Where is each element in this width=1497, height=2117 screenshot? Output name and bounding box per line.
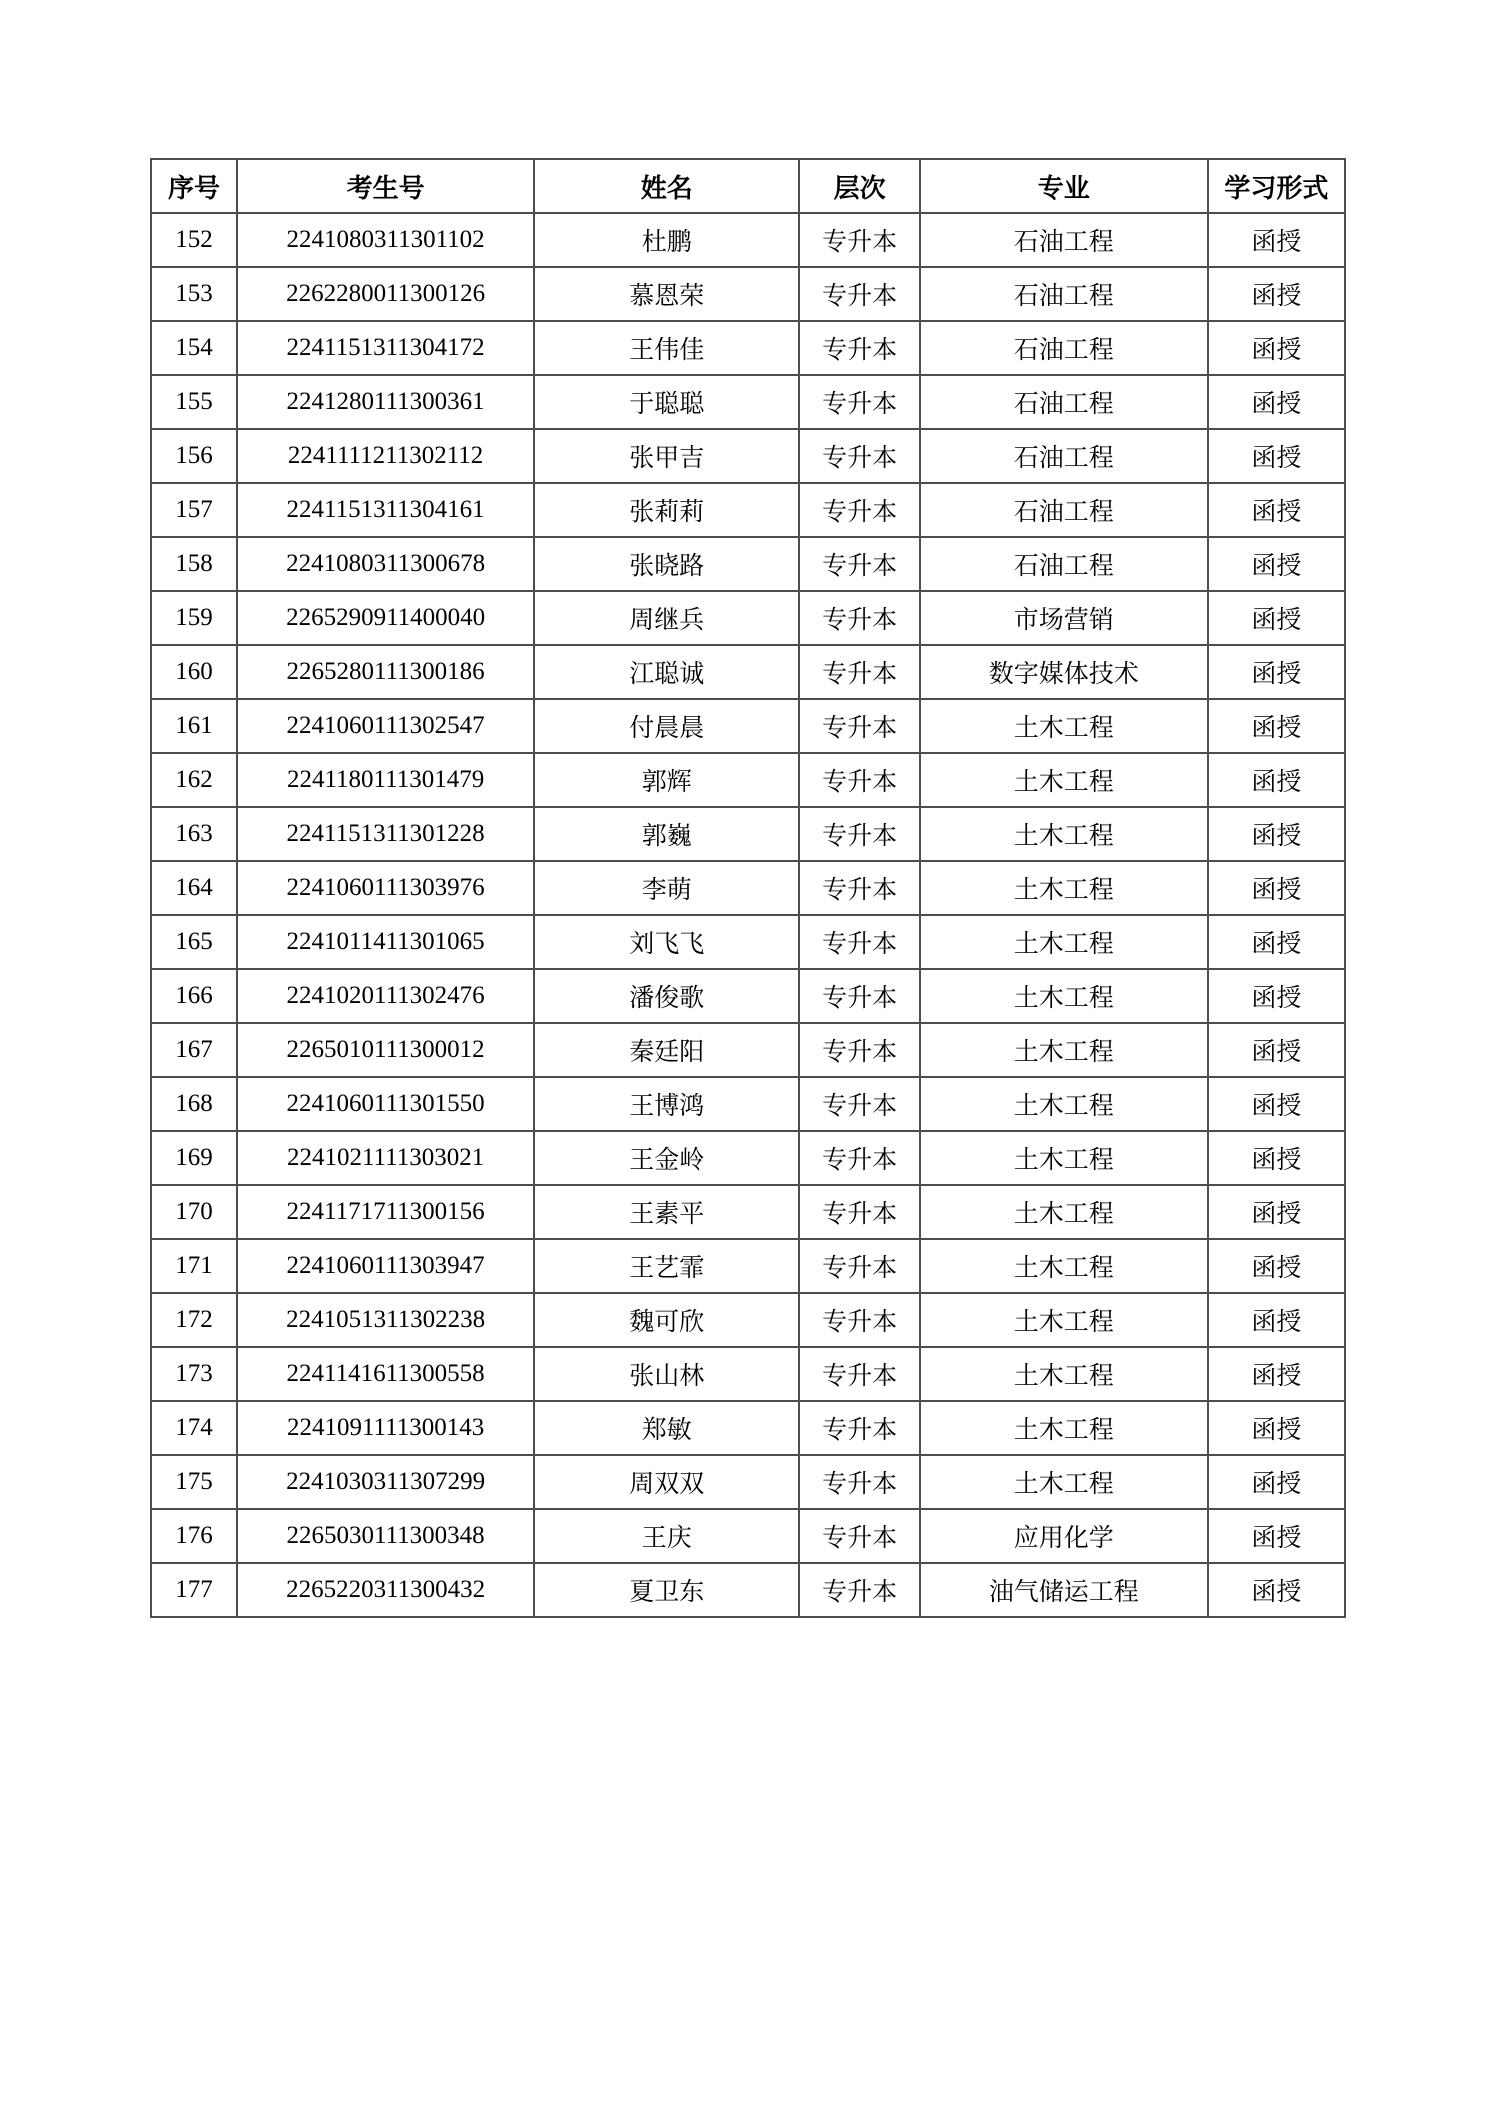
table-row: [151, 483, 1345, 537]
cell-seq: 154: [151, 321, 237, 375]
cell-level: 专升本: [799, 699, 920, 753]
cell-name: 张山林: [534, 1347, 799, 1401]
table-row: [151, 645, 1345, 699]
cell-name: 张晓路: [534, 537, 799, 591]
cell-name: 王伟佳: [534, 321, 799, 375]
cell-seq: 158: [151, 537, 237, 591]
cell-level: 专升本: [799, 321, 920, 375]
cell-major: 土木工程: [920, 1239, 1208, 1293]
table-row: [151, 969, 1345, 1023]
cell-no: 2241171711300156: [237, 1185, 534, 1239]
cell-name: 郭巍: [534, 807, 799, 861]
column-header-level: 层次: [799, 159, 920, 213]
cell-form: 函授: [1208, 1293, 1345, 1347]
cell-seq: 166: [151, 969, 237, 1023]
cell-name: 杜鹏: [534, 213, 799, 267]
cell-no: 2265220311300432: [237, 1563, 534, 1617]
cell-major: 石油工程: [920, 267, 1208, 321]
table-row: [151, 537, 1345, 591]
cell-seq: 156: [151, 429, 237, 483]
cell-level: 专升本: [799, 1077, 920, 1131]
cell-seq: 174: [151, 1401, 237, 1455]
cell-name: 李萌: [534, 861, 799, 915]
cell-no: 2241111211302112: [237, 429, 534, 483]
cell-level: 专升本: [799, 1347, 920, 1401]
table-row: [151, 321, 1345, 375]
table-row: [151, 753, 1345, 807]
cell-seq: 162: [151, 753, 237, 807]
cell-no: 2241080311300678: [237, 537, 534, 591]
cell-form: 函授: [1208, 1185, 1345, 1239]
cell-no: 2265010111300012: [237, 1023, 534, 1077]
cell-level: 专升本: [799, 1455, 920, 1509]
cell-seq: 177: [151, 1563, 237, 1617]
cell-form: 函授: [1208, 645, 1345, 699]
table-row: [151, 267, 1345, 321]
table-row: [151, 861, 1345, 915]
table-row: [151, 807, 1345, 861]
column-header-no: 考生号: [237, 159, 534, 213]
cell-major: 石油工程: [920, 537, 1208, 591]
cell-seq: 153: [151, 267, 237, 321]
cell-name: 郑敏: [534, 1401, 799, 1455]
table-row: [151, 375, 1345, 429]
cell-seq: 164: [151, 861, 237, 915]
table-row: [151, 1077, 1345, 1131]
table-row: [151, 1401, 1345, 1455]
table-row: [151, 1131, 1345, 1185]
cell-level: 专升本: [799, 1401, 920, 1455]
table-row: [151, 699, 1345, 753]
cell-major: 石油工程: [920, 213, 1208, 267]
candidate-roster-table: [150, 158, 1346, 1618]
cell-level: 专升本: [799, 1293, 920, 1347]
cell-major: 土木工程: [920, 1293, 1208, 1347]
cell-level: 专升本: [799, 213, 920, 267]
column-header-major: 专业: [920, 159, 1208, 213]
cell-form: 函授: [1208, 537, 1345, 591]
cell-seq: 165: [151, 915, 237, 969]
cell-name: 郭辉: [534, 753, 799, 807]
table-row: [151, 915, 1345, 969]
cell-major: 石油工程: [920, 429, 1208, 483]
cell-form: 函授: [1208, 1077, 1345, 1131]
cell-seq: 159: [151, 591, 237, 645]
cell-form: 函授: [1208, 915, 1345, 969]
cell-seq: 152: [151, 213, 237, 267]
cell-major: 土木工程: [920, 1347, 1208, 1401]
cell-major: 土木工程: [920, 1077, 1208, 1131]
cell-name: 王庆: [534, 1509, 799, 1563]
cell-seq: 167: [151, 1023, 237, 1077]
cell-major: 油气储运工程: [920, 1563, 1208, 1617]
table-body: [151, 213, 1345, 1617]
cell-form: 函授: [1208, 267, 1345, 321]
cell-level: 专升本: [799, 753, 920, 807]
cell-no: 2241091111300143: [237, 1401, 534, 1455]
cell-form: 函授: [1208, 699, 1345, 753]
cell-no: 2241060111303976: [237, 861, 534, 915]
cell-form: 函授: [1208, 861, 1345, 915]
cell-form: 函授: [1208, 1401, 1345, 1455]
cell-seq: 172: [151, 1293, 237, 1347]
cell-level: 专升本: [799, 537, 920, 591]
cell-name: 王素平: [534, 1185, 799, 1239]
cell-level: 专升本: [799, 1023, 920, 1077]
cell-name: 夏卫东: [534, 1563, 799, 1617]
cell-major: 土木工程: [920, 1401, 1208, 1455]
cell-major: 数字媒体技术: [920, 645, 1208, 699]
cell-major: 市场营销: [920, 591, 1208, 645]
cell-level: 专升本: [799, 1239, 920, 1293]
cell-no: 2241151311304161: [237, 483, 534, 537]
cell-major: 土木工程: [920, 807, 1208, 861]
cell-major: 土木工程: [920, 1023, 1208, 1077]
cell-level: 专升本: [799, 267, 920, 321]
cell-no: 2262280011300126: [237, 267, 534, 321]
cell-no: 2241141611300558: [237, 1347, 534, 1401]
cell-form: 函授: [1208, 429, 1345, 483]
table-row: [151, 1563, 1345, 1617]
cell-major: 土木工程: [920, 1131, 1208, 1185]
cell-no: 2241080311301102: [237, 213, 534, 267]
cell-no: 2241180111301479: [237, 753, 534, 807]
cell-no: 2241151311301228: [237, 807, 534, 861]
cell-name: 张甲吉: [534, 429, 799, 483]
cell-level: 专升本: [799, 807, 920, 861]
cell-seq: 163: [151, 807, 237, 861]
cell-name: 王博鸿: [534, 1077, 799, 1131]
table-row: [151, 1293, 1345, 1347]
table-header-row: [151, 159, 1345, 213]
cell-form: 函授: [1208, 1563, 1345, 1617]
cell-name: 付晨晨: [534, 699, 799, 753]
cell-major: 土木工程: [920, 969, 1208, 1023]
cell-level: 专升本: [799, 1563, 920, 1617]
column-header-form: 学习形式: [1208, 159, 1345, 213]
cell-major: 土木工程: [920, 915, 1208, 969]
cell-form: 函授: [1208, 321, 1345, 375]
cell-name: 周继兵: [534, 591, 799, 645]
cell-seq: 161: [151, 699, 237, 753]
cell-no: 2241280111300361: [237, 375, 534, 429]
cell-major: 应用化学: [920, 1509, 1208, 1563]
cell-name: 王金岭: [534, 1131, 799, 1185]
cell-level: 专升本: [799, 969, 920, 1023]
cell-no: 2241011411301065: [237, 915, 534, 969]
cell-seq: 155: [151, 375, 237, 429]
cell-form: 函授: [1208, 753, 1345, 807]
cell-name: 江聪诚: [534, 645, 799, 699]
cell-name: 慕恩荣: [534, 267, 799, 321]
table-row: [151, 1239, 1345, 1293]
cell-level: 专升本: [799, 591, 920, 645]
cell-no: 2241051311302238: [237, 1293, 534, 1347]
cell-major: 石油工程: [920, 321, 1208, 375]
cell-form: 函授: [1208, 591, 1345, 645]
table-row: [151, 429, 1345, 483]
cell-no: 2241060111303947: [237, 1239, 534, 1293]
cell-level: 专升本: [799, 429, 920, 483]
cell-level: 专升本: [799, 483, 920, 537]
cell-name: 张莉莉: [534, 483, 799, 537]
cell-seq: 176: [151, 1509, 237, 1563]
cell-seq: 173: [151, 1347, 237, 1401]
cell-no: 2265280111300186: [237, 645, 534, 699]
cell-no: 2241060111302547: [237, 699, 534, 753]
cell-form: 函授: [1208, 1239, 1345, 1293]
cell-form: 函授: [1208, 483, 1345, 537]
cell-seq: 171: [151, 1239, 237, 1293]
cell-name: 刘飞飞: [534, 915, 799, 969]
cell-level: 专升本: [799, 1185, 920, 1239]
cell-name: 潘俊歌: [534, 969, 799, 1023]
cell-major: 土木工程: [920, 1185, 1208, 1239]
cell-name: 魏可欣: [534, 1293, 799, 1347]
cell-form: 函授: [1208, 1455, 1345, 1509]
table-row: [151, 1455, 1345, 1509]
table-row: [151, 1347, 1345, 1401]
table-row: [151, 1023, 1345, 1077]
cell-major: 土木工程: [920, 699, 1208, 753]
cell-form: 函授: [1208, 375, 1345, 429]
cell-form: 函授: [1208, 213, 1345, 267]
cell-seq: 160: [151, 645, 237, 699]
cell-no: 2241030311307299: [237, 1455, 534, 1509]
cell-major: 土木工程: [920, 753, 1208, 807]
table-row: [151, 591, 1345, 645]
column-header-name: 姓名: [534, 159, 799, 213]
cell-no: 2241151311304172: [237, 321, 534, 375]
cell-no: 2241020111302476: [237, 969, 534, 1023]
cell-form: 函授: [1208, 1023, 1345, 1077]
cell-form: 函授: [1208, 807, 1345, 861]
cell-level: 专升本: [799, 1509, 920, 1563]
cell-level: 专升本: [799, 861, 920, 915]
cell-level: 专升本: [799, 375, 920, 429]
cell-name: 于聪聪: [534, 375, 799, 429]
cell-no: 2265290911400040: [237, 591, 534, 645]
cell-name: 秦廷阳: [534, 1023, 799, 1077]
cell-seq: 175: [151, 1455, 237, 1509]
cell-major: 土木工程: [920, 1455, 1208, 1509]
cell-seq: 157: [151, 483, 237, 537]
cell-seq: 169: [151, 1131, 237, 1185]
cell-no: 2265030111300348: [237, 1509, 534, 1563]
cell-form: 函授: [1208, 969, 1345, 1023]
cell-name: 周双双: [534, 1455, 799, 1509]
table-row: [151, 1509, 1345, 1563]
cell-no: 2241021111303021: [237, 1131, 534, 1185]
table-row: [151, 213, 1345, 267]
cell-form: 函授: [1208, 1509, 1345, 1563]
cell-no: 2241060111301550: [237, 1077, 534, 1131]
cell-major: 石油工程: [920, 483, 1208, 537]
cell-seq: 168: [151, 1077, 237, 1131]
cell-level: 专升本: [799, 1131, 920, 1185]
column-header-seq: 序号: [151, 159, 237, 213]
cell-level: 专升本: [799, 915, 920, 969]
cell-major: 土木工程: [920, 861, 1208, 915]
table-row: [151, 1185, 1345, 1239]
cell-name: 王艺霏: [534, 1239, 799, 1293]
cell-form: 函授: [1208, 1131, 1345, 1185]
cell-major: 石油工程: [920, 375, 1208, 429]
cell-form: 函授: [1208, 1347, 1345, 1401]
cell-seq: 170: [151, 1185, 237, 1239]
cell-level: 专升本: [799, 645, 920, 699]
